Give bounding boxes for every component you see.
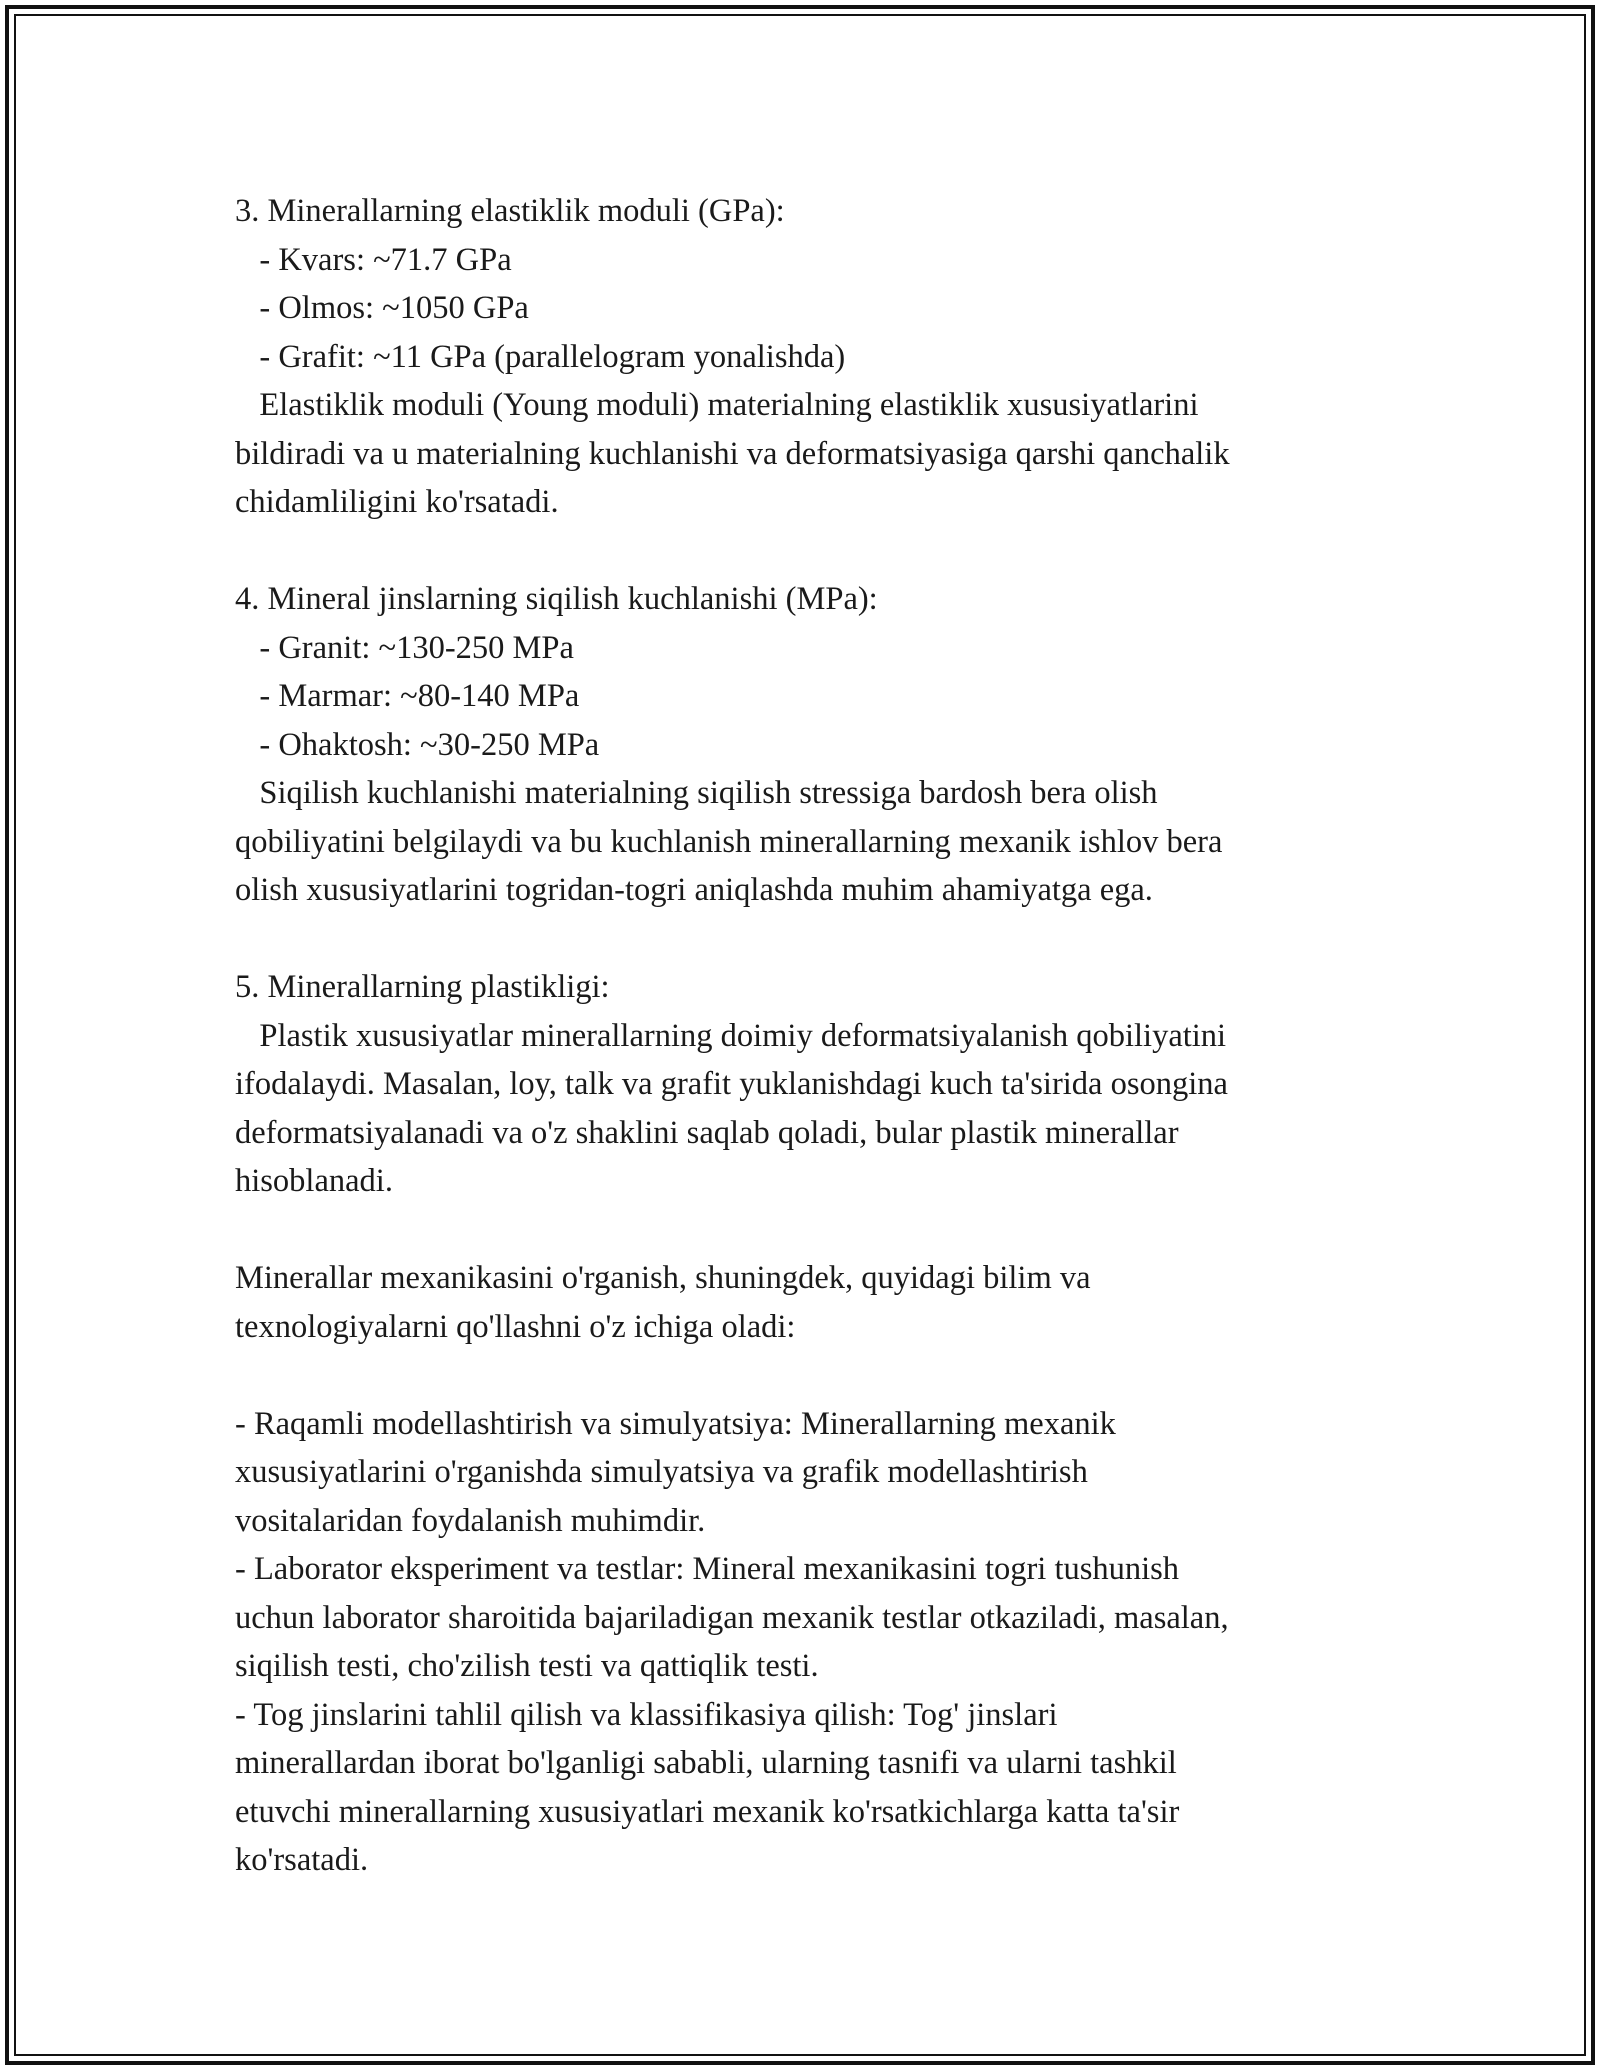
- paragraph-line: Elastiklik moduli (Young moduli) materialning elastiklik xususiyatlarini: [235, 387, 1199, 423]
- section-compressive-strength: [235, 575, 1385, 915]
- paragraph-line: bildiradi va u materialning kuchlanishi va deformatsiyasiga qarshi qanchalik: [235, 435, 1230, 472]
- bullet-item-laboratory: [235, 1545, 1385, 1691]
- list-item: - Kvars: ~71.7 GPa: [235, 241, 512, 278]
- section-heading: 4. Mineral jinslarning siqilish kuchlanishi (MPa):: [235, 581, 878, 617]
- paragraph-line: texnologiyalarni qo'llashni o'z ichiga oladi:: [235, 1308, 796, 1345]
- paragraph-line: qobiliyatini belgilaydi va bu kuchlanish minerallarning mexanik ishlov bera: [235, 823, 1223, 860]
- list-item: - Olmos: ~1050 GPa: [235, 290, 529, 326]
- section-elastic-modulus: [235, 187, 1385, 527]
- paragraph-line: Plastik xususiyatlar minerallarning doimiy deformatsiyalanish qobiliyatini: [235, 1017, 1227, 1054]
- bullet-line: - Laborator eksperiment va testlar: Mineral mexanikasini togri tushunish: [235, 1551, 1180, 1587]
- list-item: - Marmar: ~80-140 MPa: [235, 678, 580, 714]
- section-heading: 5. Minerallarning plastikligi:: [235, 969, 610, 1005]
- paragraph-line: deformatsiyalanadi va o'z shaklini saqlab qoladi, bular plastik minerallar: [235, 1114, 1179, 1151]
- bullet-line: - Raqamli modellashtirish va simulyatsiya: Minerallarning mexanik: [235, 1405, 1116, 1442]
- bullet-line: etuvchi minerallarning xususiyatlari mexanik ko'rsatkichlarga katta ta'sir: [235, 1793, 1180, 1830]
- paragraph-line: hisoblanadi.: [235, 1163, 393, 1199]
- spacer: [235, 915, 1385, 964]
- paragraph-line: chidamliligini ko'rsatadi.: [235, 484, 559, 520]
- list-item: - Grafit: ~11 GPa (parallelogram yonalishda): [235, 338, 846, 375]
- spacer: [235, 527, 1385, 576]
- intro-paragraph: [235, 1254, 1385, 1351]
- bullet-item-modeling: [235, 1400, 1385, 1546]
- bullet-line: uchun laborator sharoitida bajariladigan mexanik testlar otkaziladi, masalan,: [235, 1599, 1229, 1636]
- bullet-line: ko'rsatadi.: [235, 1842, 369, 1878]
- section-heading: 3. Minerallarning elastiklik moduli (GPa):: [235, 193, 785, 229]
- paragraph-line: olish xususiyatlarini togridan-togri aniqlashda muhim ahamiyatga ega.: [235, 872, 1153, 908]
- bullet-line: xususiyatlarini o'rganishda simulyatsiya va grafik modellashtirish: [235, 1454, 1088, 1490]
- list-item: - Granit: ~130-250 MPa: [235, 629, 574, 666]
- document-body: [235, 187, 1385, 1885]
- spacer: [235, 1206, 1385, 1255]
- paragraph-line: ifodalaydi. Masalan, loy, talk va grafit yuklanishdagi kuch ta'sirida osongina: [235, 1066, 1228, 1102]
- bullet-line: vositalaridan foydalanish muhimdir.: [235, 1502, 706, 1539]
- bullet-list: [235, 1400, 1385, 1885]
- section-plasticity: [235, 963, 1385, 1206]
- bullet-line: minerallardan iborat bo'lganligi sababli, ularning tasnifi va ularni tashkil: [235, 1745, 1177, 1781]
- paragraph-line: Siqilish kuchlanishi materialning siqilish stressiga bardosh bera olish: [235, 775, 1158, 811]
- bullet-line: - Tog jinslarini tahlil qilish va klassifikasiya qilish: Tog' jinslari: [235, 1696, 1058, 1733]
- bullet-line: siqilish testi, cho'zilish testi va qattiqlik testi.: [235, 1648, 819, 1684]
- spacer: [235, 1351, 1385, 1400]
- paragraph-line: Minerallar mexanikasini o'rganish, shuningdek, quyidagi bilim va: [235, 1260, 1091, 1296]
- list-item: - Ohaktosh: ~30-250 MPa: [235, 726, 600, 763]
- bullet-item-classification: [235, 1691, 1385, 1885]
